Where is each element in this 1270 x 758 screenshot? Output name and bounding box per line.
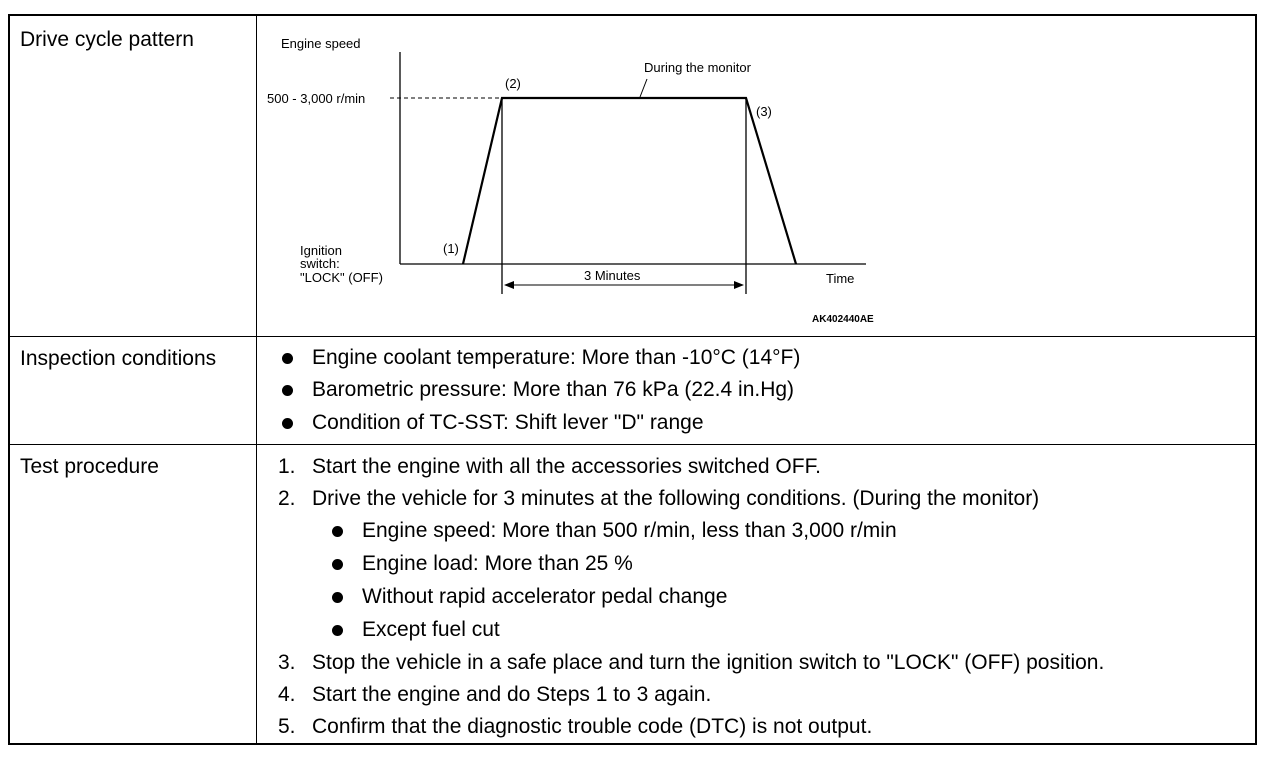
monitor-leader — [640, 79, 647, 97]
point-2-label: (2) — [505, 76, 521, 91]
point-3-label: (3) — [756, 104, 772, 119]
step-number: 5. — [278, 715, 296, 738]
step-number: 3. — [278, 651, 296, 674]
inspection-item: Condition of TC-SST: Shift lever "D" range — [312, 411, 704, 434]
y-axis-label: Engine speed — [281, 36, 361, 51]
test-procedure-label: Test procedure — [20, 455, 159, 478]
drive-cycle-label: Drive cycle pattern — [20, 28, 194, 51]
step-number: 1. — [278, 455, 296, 478]
step-number: 2. — [278, 487, 296, 510]
bullet-icon — [332, 526, 343, 537]
sub-item: Except fuel cut — [362, 618, 500, 641]
bullet-icon — [282, 353, 293, 364]
sub-item: Without rapid accelerator pedal change — [362, 585, 728, 608]
figure-id: AK402440AE — [812, 314, 874, 325]
step-text: Start the engine and do Steps 1 to 3 again. — [312, 683, 712, 706]
speed-range-label: 500 - 3,000 r/min — [267, 91, 366, 106]
step-text: Start the engine with all the accessories switched OFF. — [312, 455, 821, 478]
bullet-icon — [332, 592, 343, 603]
bullet-icon — [332, 559, 343, 570]
bullet-icon — [282, 385, 293, 396]
x-axis-label: Time — [826, 271, 855, 286]
inspection-label: Inspection conditions — [20, 347, 217, 370]
bullet-icon — [282, 418, 293, 429]
step-text: Confirm that the diagnostic trouble code (DTC) is not output. — [312, 715, 873, 738]
sub-item: Engine speed: More than 500 r/min, less than 3,000 r/min — [362, 519, 897, 542]
step-text: Stop the vehicle in a safe place and turn the ignition switch to "LOCK" (OFF) position. — [312, 651, 1105, 674]
sub-item: Engine load: More than 25 % — [362, 552, 633, 575]
point-1-label: (1) — [443, 241, 459, 256]
monitor-label: During the monitor — [644, 60, 751, 75]
drive-cycle-diagram — [257, 16, 1257, 336]
row-divider — [10, 336, 1255, 337]
ignition-label-line-1: Ignition — [300, 243, 342, 258]
step-text: Drive the vehicle for 3 minutes at the following conditions. (During the monitor) — [312, 487, 1040, 510]
drive-cycle-table — [8, 14, 1257, 745]
duration-label: 3 Minutes — [584, 268, 641, 283]
inspection-item: Engine coolant temperature: More than -10°C (14°F) — [312, 346, 801, 369]
row-divider — [10, 444, 1255, 445]
ignition-label-line-2: switch: — [300, 256, 340, 271]
ignition-label-line-3: "LOCK" (OFF) — [300, 270, 383, 285]
inspection-item: Barometric pressure: More than 76 kPa (22.4 in.Hg) — [312, 378, 795, 401]
bullet-icon — [332, 625, 343, 636]
step-number: 4. — [278, 683, 296, 706]
